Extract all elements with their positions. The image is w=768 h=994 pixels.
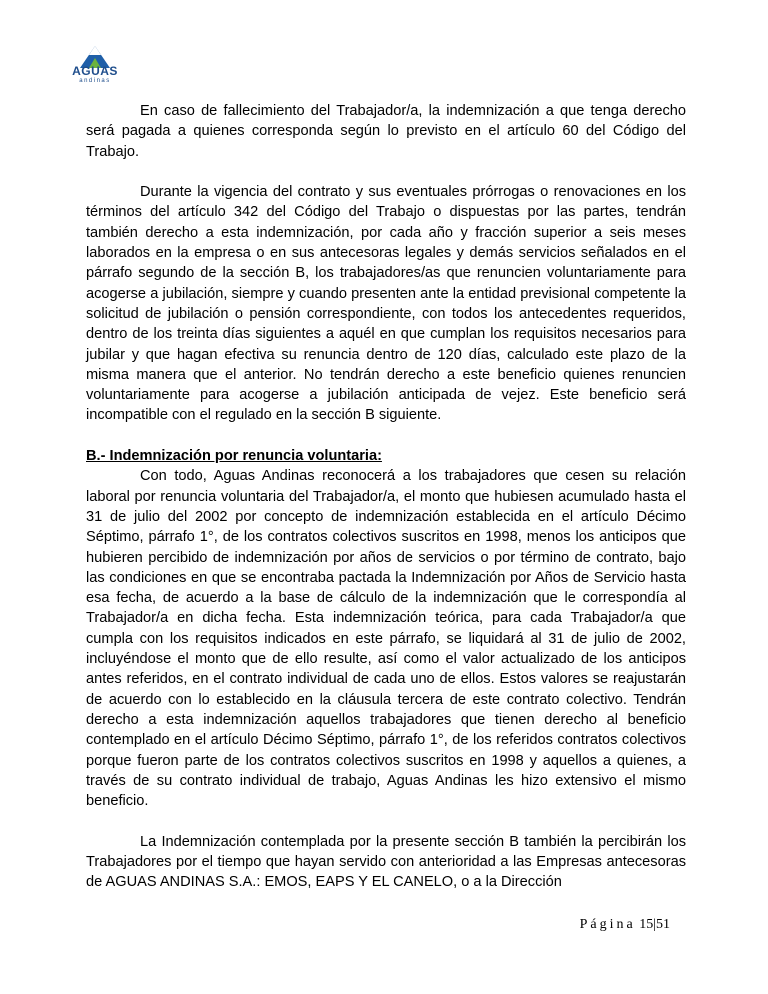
paragraph-empresas-antecesoras: La Indemnización contemplada por la presente sección B también la percibirán los Trabajadores por el tiempo que hayan servido con anterioridad a las Empresas antecesoras de AGUAS ANDINAS S.A.: EMOS, EAPS Y EL CANELO, o a la Dirección — [86, 833, 686, 891]
page-label: Página — [579, 917, 636, 932]
section-b-heading — [86, 446, 686, 466]
page-separator: | — [653, 917, 656, 932]
paragraph-fallecimiento: En caso de fallecimiento del Trabajador/a, la indemnización a que tenga derecho será pagada a quienes corresponda según lo previsto en el artículo 60 del Código del Trabajo. — [86, 103, 686, 160]
paragraph-jubilacion: Durante la vigencia del contrato y sus eventuales prórrogas o renovaciones en los términos del artículo 342 del Código del Trabajo o dispuestas por las partes, tendrán también derecho a esta indemnización, por cada año y fracción superior a seis meses laborados en la empresa o en sus antecesoras legales y demás servicios señalados en el párrafo segundo de la sección B, los trabajadores/as que renuncien voluntariamente para acogerse a jubilación, siempre y cuando presenten ante la entidad previsional competente la solicitud de jubilación o pensión correspondiente, con todos los antecedentes requeridos, dentro de los treinta días siguientes a aquél en que cumplan los requisitos necesarios para jubilar y que hagan efectiva su renuncia dentro de 120 días, calculado este plazo de la misma manera que el anterior. No tendrán derecho a este beneficio quienes renuncien voluntariamente para acogerse a jubilación anticipada de vejez. Este beneficio será incompatible con el regulado en la sección B siguiente. — [86, 184, 686, 424]
page-footer — [580, 917, 670, 933]
logo-brand-text: AGUAS — [72, 64, 118, 78]
page-number: 15 — [639, 917, 654, 932]
logo-sub-text: andinas — [79, 78, 111, 84]
paragraph-renuncia-voluntaria: Con todo, Aguas Andinas reconocerá a los trabajadores que cesen su relación laboral por renuncia voluntaria del Trabajador/a, el monto que hubiesen acumulado hasta el 31 de julio del 2002 por concepto de indemnización establecida en el artículo Décimo Séptimo, párrafo 1°, de los contratos colectivos suscritos en 1998, menos los anticipos que hubieren percibido de indemnización por años de servicios o por término de contrato, bajo las condiciones en que se encontraba pactada la Indemnización por Años de Servicio hasta esa fecha, de acuerdo a la base de cálculo de la indemnización que le correspondía al Trabajador/a en dicha fecha. Esta indemnización teórica, para cada Trabajador/a que cumpla con los requisitos indicados en este párrafo, se liquidará al 31 de julio de 2002, incluyéndose el monto que de ello resulte, así como el valor actualizado de los anticipos antes referidos, en el contrato individual de cada uno de ellos. Estos valores se reajustarán de acuerdo con lo establecido en la cláusula tercera de este contrato colectivo. Tendrán derecho a esta indemnización aquellos trabajadores que tienen derecho al beneficio contemplado en el artículo Décimo Séptimo, párrafo 1°, de los referidos contratos colectivos porque fueron parte de los contratos colectivos suscritos en 1998 y aquellos a quienes, a través de su contrato individual de trabajo, Aguas Andinas les hizo extensivo el mismo beneficio. — [86, 468, 686, 810]
aguas-andinas-logo — [70, 44, 120, 88]
section-b-heading-text: B.- Indemnización por renuncia voluntaria: — [86, 448, 382, 465]
page-total: 51 — [656, 917, 670, 932]
document-body — [86, 101, 686, 893]
